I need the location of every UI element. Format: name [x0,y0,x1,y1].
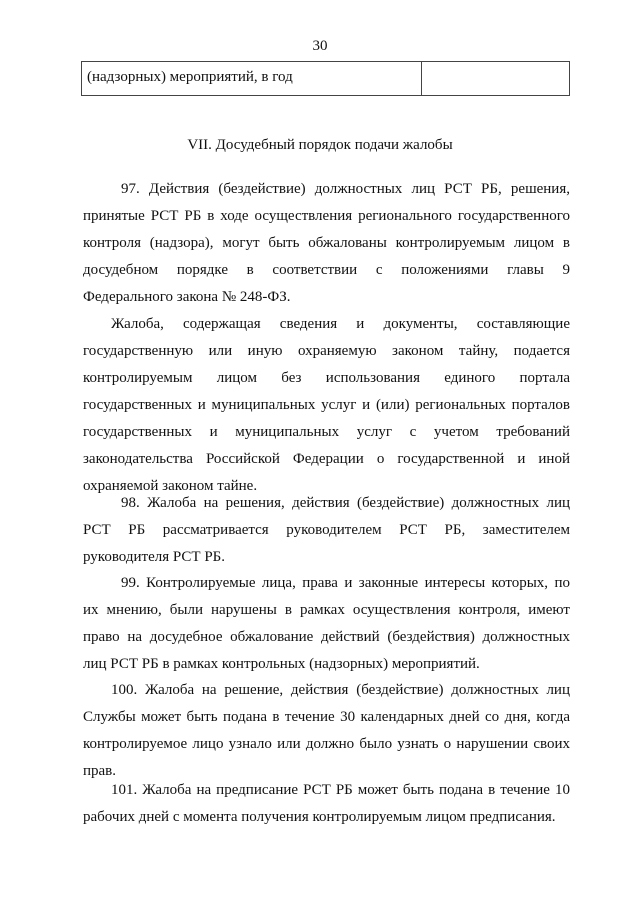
paragraph-line: рабочих дней с момента получения контролируемым лицом предписания. [83,809,556,825]
paragraph-line: государственную или иную охраняемую законом тайну, подается [83,343,570,359]
continuation-table [81,61,570,96]
section-title: VII. Досудебный порядок подачи жалобы [187,137,453,153]
page-number: 30 [312,38,328,54]
paragraph-line: право на досудебное обжалование действий (бездействия) должностных [83,629,570,645]
paragraph-line: 101. Жалоба на предписание РСТ РБ может быть подана в течение 10 [111,782,570,798]
paragraph-line: 99. Контролируемые лица, права и законные интересы которых, по [121,575,570,591]
table-cell-label: (надзорных) мероприятий, в год [82,62,422,95]
paragraph-line: РСТ РБ рассматривается руководителем РСТ РБ, заместителем [83,522,570,538]
paragraph-line: принятые РСТ РБ в ходе осуществления регионального государственного [83,208,570,224]
paragraph-line: руководителя РСТ РБ. [83,549,226,565]
paragraph-98 [83,490,570,571]
paragraph-line: Жалоба, содержащая сведения и документы, составляющие [111,316,570,332]
paragraph-101 [83,777,570,831]
paragraph-line: Службы может быть подана в течение 30 календарных дней со дня, когда [83,709,570,725]
paragraph-line: досудебном порядке в соответствии с положениями главы 9 [83,262,570,278]
paragraph-line: 98. Жалоба на решения, действия (бездействие) должностных лиц [121,495,570,511]
table-cell-value [422,62,569,95]
paragraph-97 [83,176,570,311]
paragraph-complaint-secrecy [83,311,570,500]
paragraph-line: охраняемой законом тайне. [83,478,258,494]
paragraph-line: государственных и муниципальных услуг с учетом требований [83,424,570,440]
paragraph-line: контролируемое лицо узнало или должно было узнать о нарушении своих [83,736,570,752]
paragraph-line: прав. [83,763,117,779]
paragraph-line: 100. Жалоба на решение, действия (бездействие) должностных лиц [111,682,570,698]
paragraph-line: государственных и муниципальных услуг и (или) региональных порталов [83,397,570,413]
paragraph-line: контроля (надзора), могут быть обжалованы контролируемым лицом в [83,235,570,251]
paragraph-line: их мнению, были нарушены в рамках осуществления контроля, имеют [83,602,570,618]
paragraph-line: законодательства Российской Федерации о государственной и иной [83,451,570,467]
paragraph-line: Федерального закона № 248-ФЗ. [83,289,291,305]
paragraph-line: контролируемым лицом без использования единого портала [83,370,570,386]
paragraph-line: лиц РСТ РБ в рамках контрольных (надзорных) мероприятий. [83,656,480,672]
paragraph-line: 97. Действия (бездействие) должностных лиц РСТ РБ, решения, [121,181,570,197]
paragraph-100 [83,677,570,785]
paragraph-99 [83,570,570,678]
